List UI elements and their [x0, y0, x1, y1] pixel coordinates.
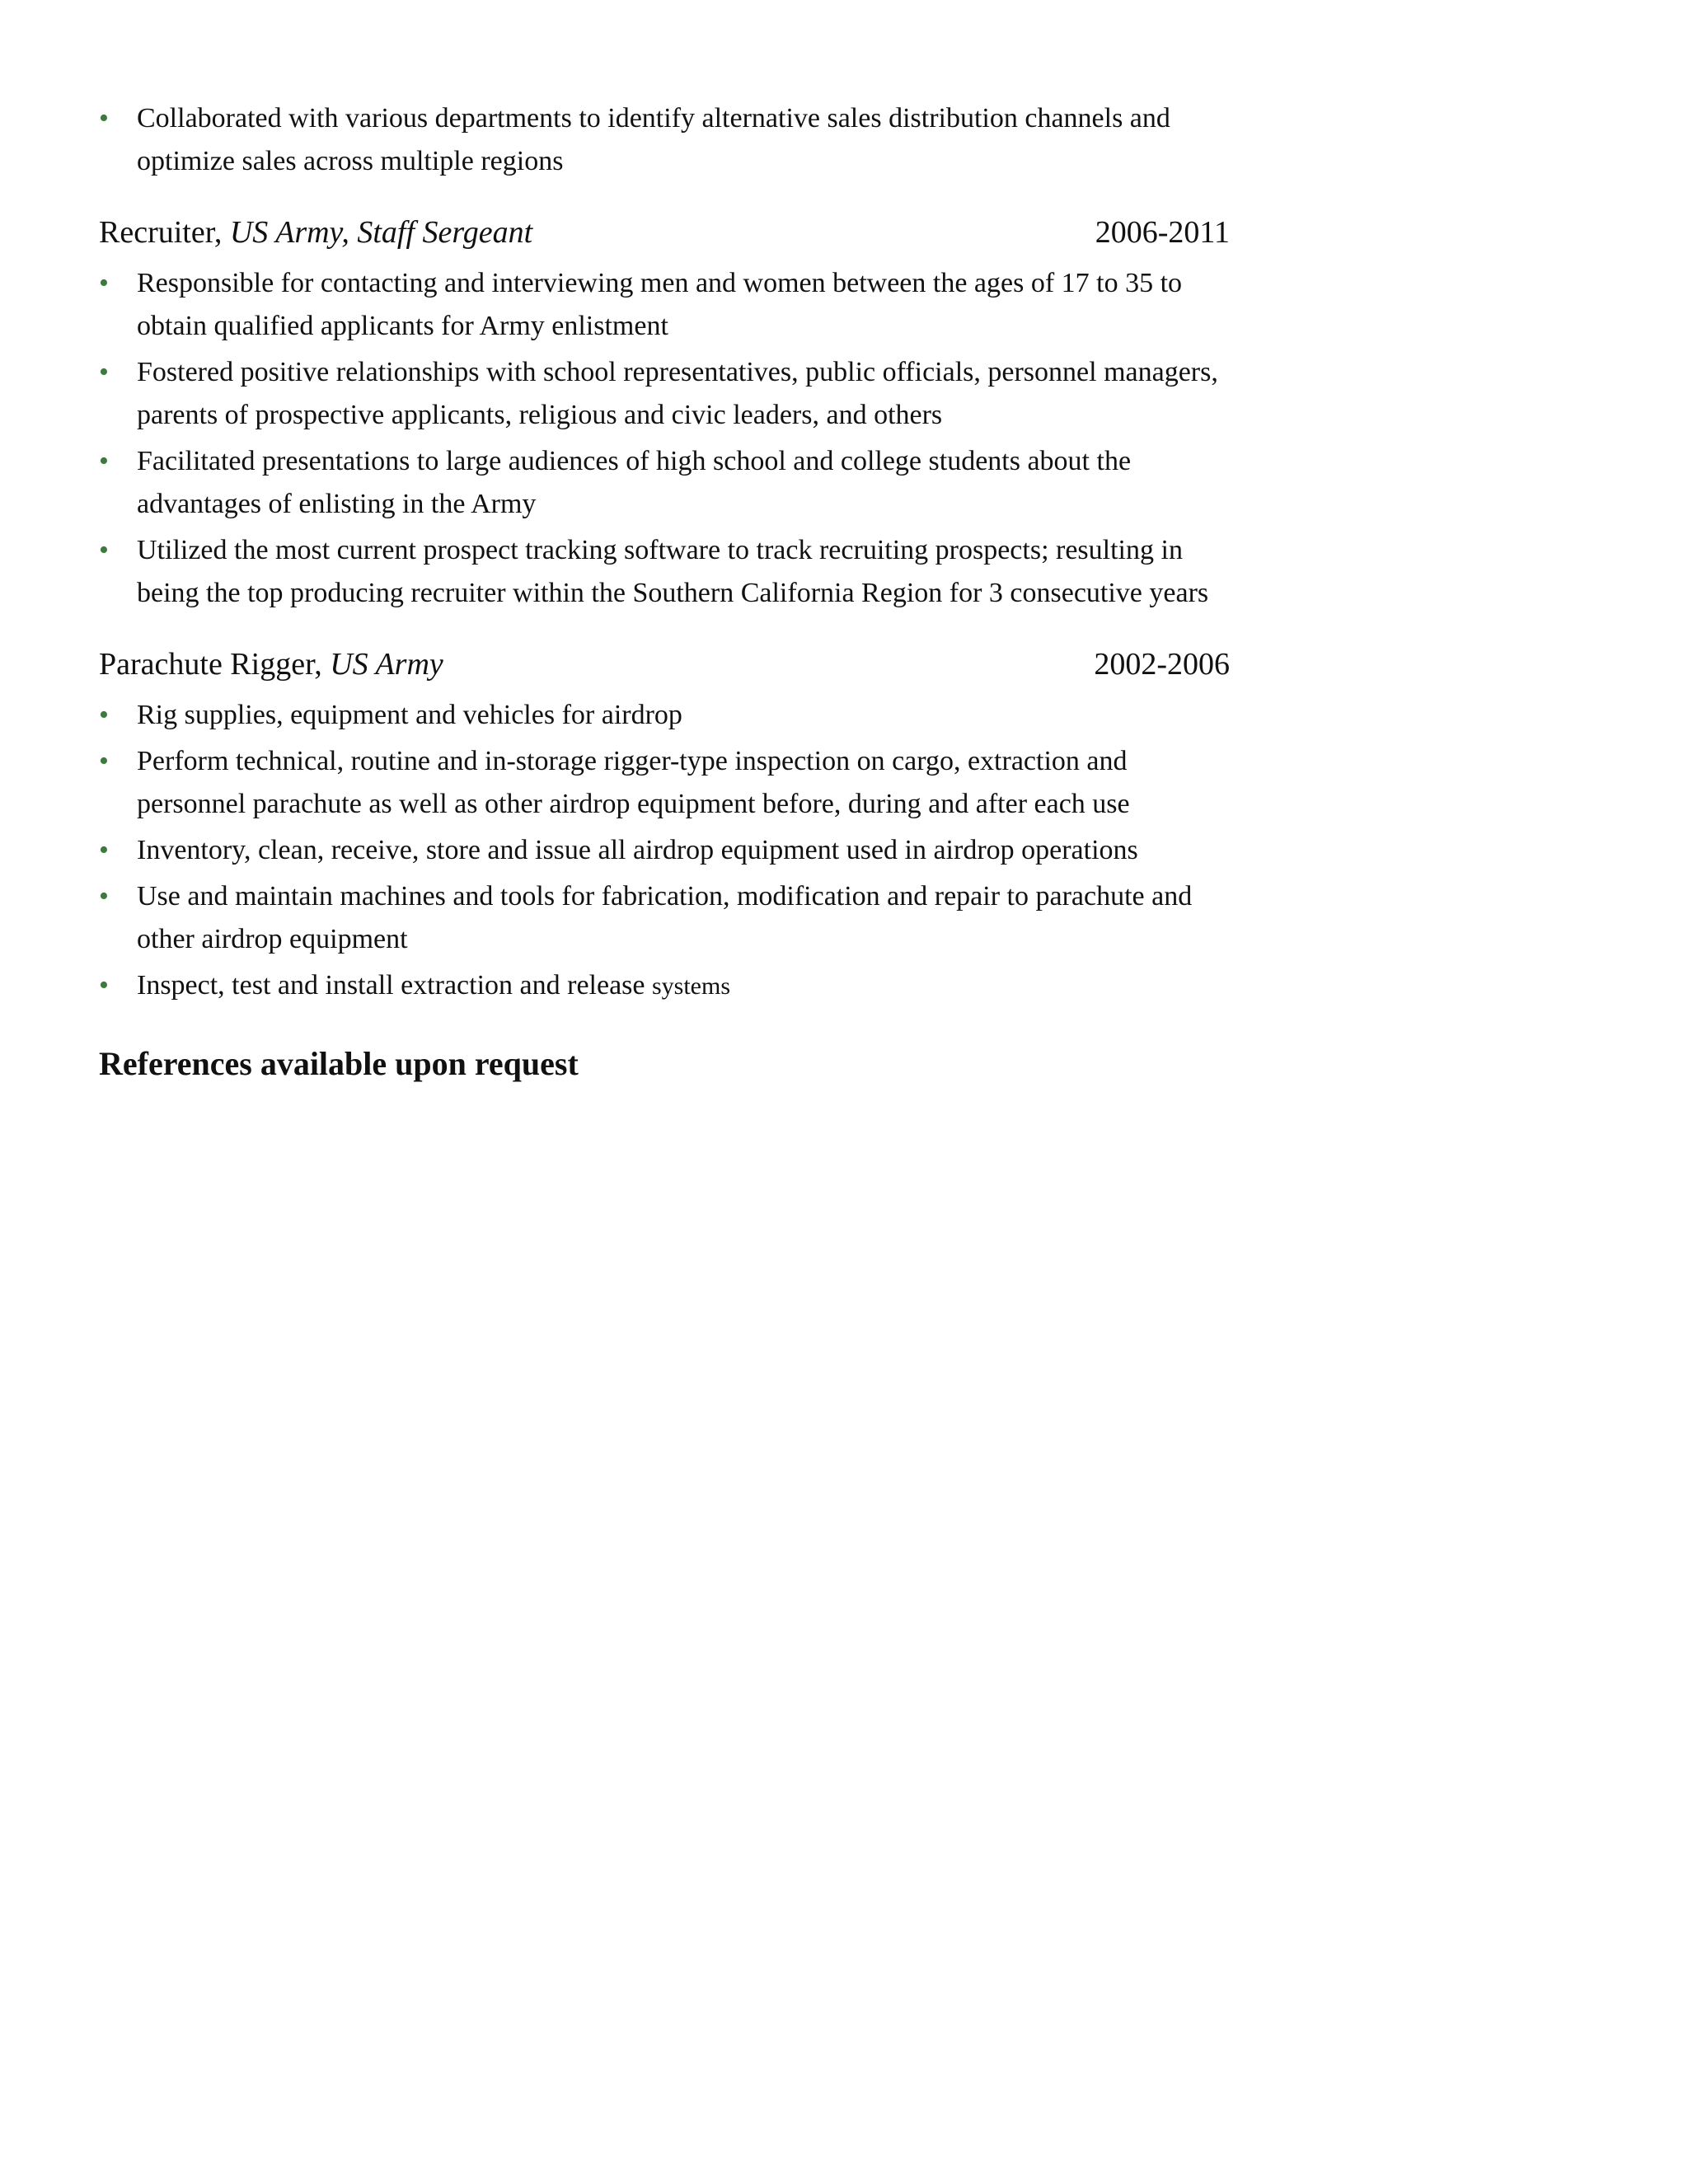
- bullet-icon: •: [99, 535, 109, 565]
- list-item: [99, 529, 1274, 615]
- bullet-icon: •: [99, 700, 109, 730]
- bullet-icon: •: [99, 357, 109, 387]
- job-title: Parachute Rigger,: [99, 647, 322, 682]
- job-dates: 2002-2006: [1094, 647, 1230, 682]
- list-item: [99, 351, 1274, 437]
- bullet-text: Fostered positive relationships with school representatives, public officials, personnel managers, parents of prospective applicants, religious and civic leaders, and others: [137, 357, 1218, 430]
- list-item: [99, 440, 1274, 526]
- job-organization: US Army: [330, 647, 443, 682]
- job-header-recruiter: [99, 211, 1230, 254]
- bullet-text-main: Inspect, test and install extraction and release: [137, 970, 645, 1001]
- list-item: [99, 740, 1274, 826]
- references-note: References available upon request: [99, 1045, 579, 1082]
- list-item: [99, 694, 1274, 737]
- bullet-icon: •: [99, 268, 109, 298]
- list-item: [99, 964, 1274, 1008]
- bullet-icon: •: [99, 446, 109, 476]
- bullet-icon: •: [99, 881, 109, 912]
- parachute-rigger-bullets: [99, 694, 1253, 1008]
- job-title: Recruiter,: [99, 215, 223, 250]
- list-item: [99, 262, 1274, 348]
- bullet-text: Collaborated with various departments to identify alternative sales distribution channels and optimize sales across multiple regions: [137, 103, 1170, 176]
- previous-job-bullets: [99, 97, 1253, 183]
- recruiter-bullets: [99, 262, 1253, 615]
- bullet-text: Perform technical, routine and in-storage rigger-type inspection on cargo, extraction and personnel parachute as well as other airdrop equipment before, during and after each use: [137, 746, 1130, 819]
- bullet-text-small: systems: [651, 972, 730, 1000]
- bullet-icon: •: [99, 746, 109, 776]
- job-dates: 2006-2011: [1095, 215, 1230, 250]
- list-item: [99, 829, 1274, 872]
- resume-page: [99, 97, 1253, 1087]
- bullet-text: Responsible for contacting and interviewing men and women between the ages of 17 to 35 to obtain qualified applicants for Army enlistment: [137, 268, 1183, 341]
- bullet-icon: •: [99, 970, 109, 1001]
- bullet-text: [137, 964, 730, 1008]
- job-organization: US Army, Staff Sergeant: [229, 215, 533, 250]
- job-header-parachute-rigger: [99, 643, 1230, 686]
- bullet-text: Use and maintain machines and tools for fabrication, modification and repair to parachute and other airdrop equipment: [137, 881, 1193, 954]
- list-item: [99, 875, 1274, 961]
- bullet-text: Utilized the most current prospect tracking software to track recruiting prospects; resulting in being the top producing recruiter within the Southern California Region for 3 consecutive years: [137, 535, 1209, 608]
- list-item: [99, 97, 1274, 183]
- bullet-icon: •: [99, 835, 109, 865]
- bullet-text: Rig supplies, equipment and vehicles for airdrop: [137, 700, 682, 730]
- bullet-text: Inventory, clean, receive, store and issue all airdrop equipment used in airdrop operations: [137, 835, 1138, 865]
- bullet-icon: •: [99, 103, 109, 134]
- bullet-text: Facilitated presentations to large audiences of high school and college students about the advantages of enlisting in the Army: [137, 446, 1132, 519]
